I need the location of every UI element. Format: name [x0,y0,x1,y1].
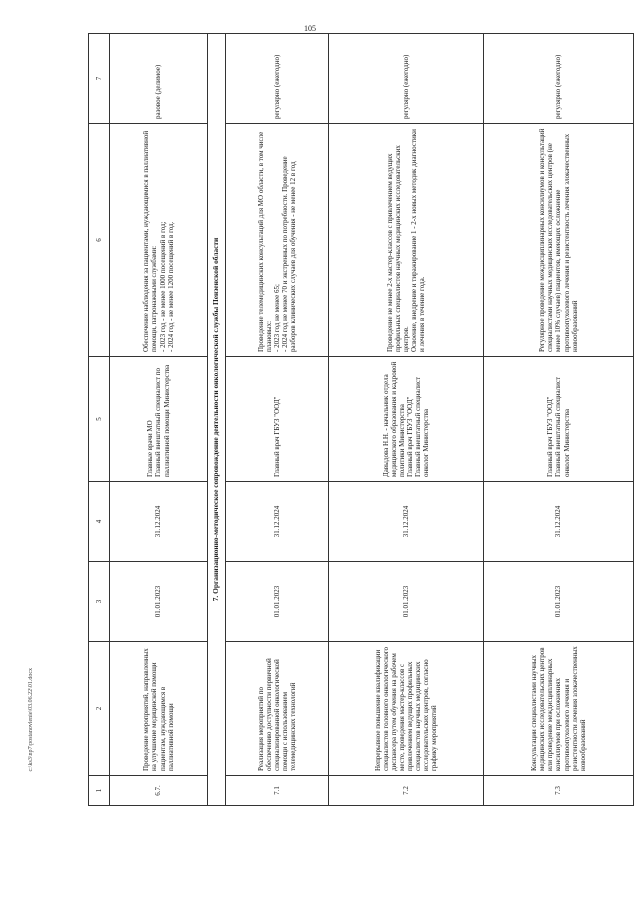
row-number: 7.1 [226,776,329,806]
start-date: 01.01.2023 [484,562,634,642]
start-date: 01.01.2023 [110,562,208,642]
table-row [329,34,484,806]
activity-name: Реализация мероприятий по обеспечению доступности первичной специализированной онкологической помощи с использованием телемедицинских технологий [226,642,329,776]
section-title: 7. Организационно-методическое сопровождение деятельности онкологической службы Пензенской области [208,34,226,806]
end-date: 31.12.2024 [110,482,208,562]
expected-result: Проведение телемедицинских консультаций для МО области, в том числе плановых: - 2023 год не менее 65; - 2024 год не менее 70 и экстренных по потребности. Проведение разборов клинических случаев для обучения - не менее 12 в год [226,124,329,357]
header-row [89,34,110,806]
activity-name: Непрерывное повышение квалификации специалистов головного онкологического диспансера путем обучения на рабочем месте, проведения мастер-классов с привлечением ведущих профильных специалистов научных медицинских исследовательских центров, согласно графику мероприятий [329,642,484,776]
column-header: 7 [89,34,110,124]
end-date: 31.12.2024 [226,482,329,562]
action-plan-table [88,33,634,806]
activity-name: Проведение мероприятий, направленных на улучшение медицинской помощи пациентам, нуждающимся в паллиативной помощи [110,642,208,776]
column-header: 1 [89,776,110,806]
start-date: 01.01.2023 [329,562,484,642]
column-header: 5 [89,357,110,482]
row-number: 7.3 [484,776,634,806]
expected-result: Обеспечение наблюдения за пациентами, нуждающимися в паллиативной помощи, патронажными службами: - 2023 год - не менее 1000 посещений в год; - 2024 год - не менее 1200 посещений в год. [110,124,208,357]
column-header: 3 [89,562,110,642]
activity-name: Консультации специалистами научных медицинских исследовательских центров или проведение междисциплинарных консилиумов при осложнениях противоопухолевого лечения и резистентности лечения злокачественных новообразований [484,642,634,776]
page-number: 105 [304,24,316,33]
responsible: Главный врач ГБУЗ "ООД" [226,357,329,482]
column-header: 2 [89,642,110,776]
end-date: 31.12.2024 [329,482,484,562]
rotated-table-wrapper [88,34,630,806]
column-header: 6 [89,124,110,357]
table-row [110,34,208,806]
responsible: Главный врач ГБУЗ "ООД" Главный внештатный специалист онколог Министерства [484,357,634,482]
periodicity: регулярно (ежегодно) [484,34,634,124]
responsible: Давыдова Н.Н. - начальник отдела медицинского образования и кадровой политики Министерства Главный врач ГБУЗ "ООД" Главный внештатный специалист онколог Министерства [329,357,484,482]
end-date: 31.12.2024 [484,482,634,562]
column-header: 4 [89,482,110,562]
responsible: Главные врачи МО Главный внештатный специалист по паллиативной помощи Министерства [110,357,208,482]
periodicity: разовое (делимое) [110,34,208,124]
file-path-footer: c:\ks3\np7\postanovlenie\03.06.22\01.docx [28,668,34,772]
row-number: 7.2 [329,776,484,806]
section-row [208,34,226,806]
periodicity: регулярно (ежегодно) [329,34,484,124]
table-row [484,34,634,806]
row-number: 6.7. [110,776,208,806]
expected-result: Регулярное проведение междисциплинарных консилиумов и консультаций специалистами научных медицинских исследовательских центров (не менее 10% случаев) пациентов, имеющих осложнение противоопухолевого лечения и резистентность лечения злокачественных новообразований [484,124,634,357]
periodicity: регулярно (ежегодно) [226,34,329,124]
table-row [226,34,329,806]
expected-result: Проведение не менее 2-х мастер-классов с привлечением ведущих профильных специалистов научных медицинских исследовательских центров. Освоение, внедрение и тиражирование 1 - 2-х новых методик диагностики и лечения в течение года. [329,124,484,357]
start-date: 01.01.2023 [226,562,329,642]
